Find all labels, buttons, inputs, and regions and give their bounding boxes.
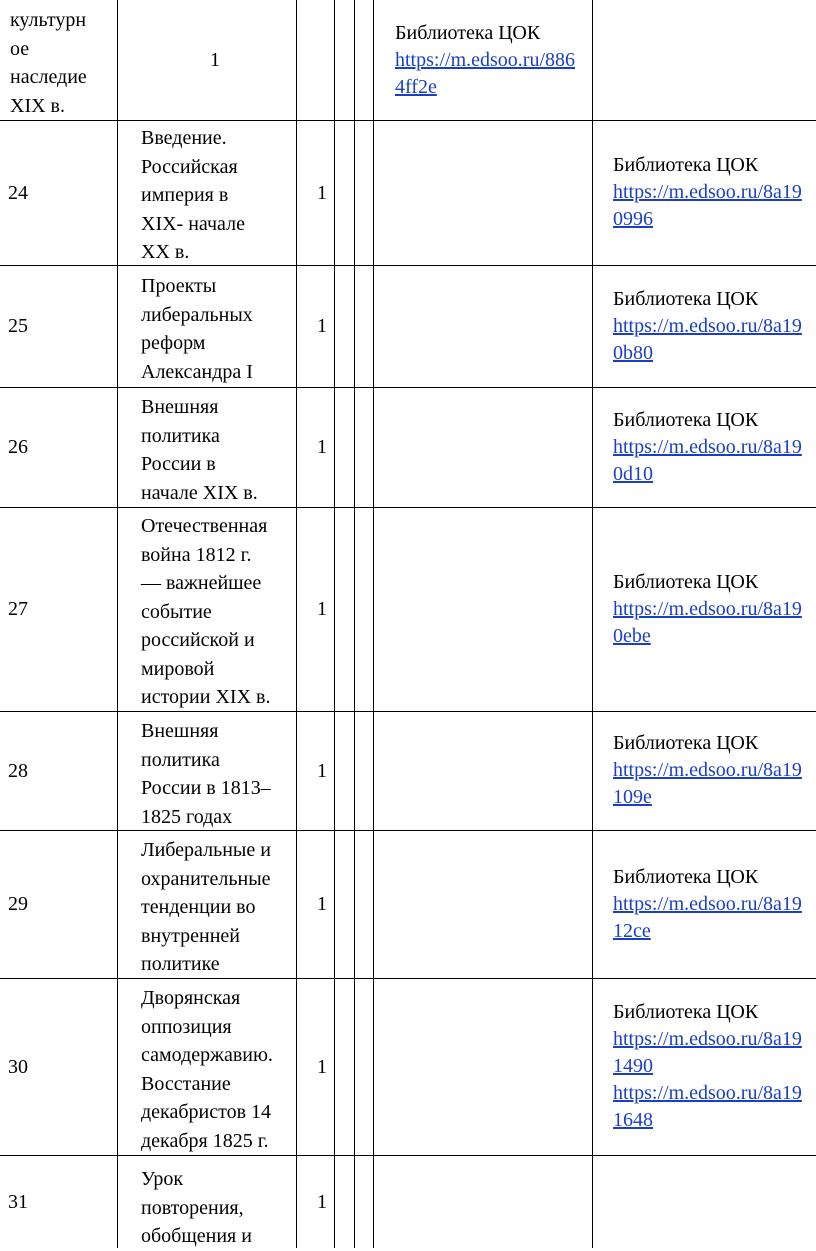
resource-title: Библиотека ЦОК (613, 1001, 759, 1023)
topic-cell: Либеральные и охранительные тенденции во внутренней политике (141, 839, 271, 975)
resource-title: Библиотека ЦОК (613, 732, 759, 754)
resource-cell (395, 20, 585, 101)
hours-cell: 1 (317, 893, 327, 915)
lesson-number: 26 (8, 436, 28, 458)
column-divider (296, 120, 297, 1248)
lesson-number: 28 (8, 760, 28, 782)
resource-title: Библиотека ЦОК (395, 22, 541, 44)
column-divider (334, 0, 335, 120)
row-divider (0, 265, 816, 266)
resource-link[interactable]: https://m.edsoo.ru/8a19 1490 (613, 1028, 802, 1077)
topic-cell: Внешняя политика России в 1813– 1825 годах (141, 720, 271, 828)
hours-cell: 1 (317, 315, 327, 337)
resource-link[interactable]: https://m.edsoo.ru/8a19 0996 (613, 181, 802, 230)
lesson-number: 25 (8, 315, 28, 337)
lesson-number: 29 (8, 893, 28, 915)
topic-cell: Введение. Российская империя в XIX- начале XX в. (141, 127, 245, 263)
topic-cell: культурн ое наследие XIX в. (10, 9, 87, 117)
lesson-number: 27 (8, 598, 28, 620)
row-divider (0, 711, 816, 712)
column-divider (117, 120, 118, 1248)
resource-cell (613, 999, 809, 1134)
resource-link[interactable]: https://m.edsoo.ru/8a19 0d10 (613, 436, 802, 485)
hours-cell: 1 (317, 1191, 327, 1213)
resource-link[interactable]: https://m.edsoo.ru/8a19 0b80 (613, 315, 802, 364)
resource-cell (613, 286, 809, 367)
resource-title: Библиотека ЦОК (613, 409, 759, 431)
row-divider (0, 1155, 816, 1156)
row-divider (0, 507, 816, 508)
resource-cell (613, 407, 809, 488)
column-divider (373, 0, 374, 120)
hours-cell: 1 (317, 760, 327, 782)
resource-title: Библиотека ЦОК (613, 154, 759, 176)
row-divider (0, 978, 816, 979)
topic-cell: Отечественная война 1812 г. — важнейшее событие российской и мировой истории XIX в. (141, 515, 271, 708)
resource-cell (613, 569, 809, 650)
resource-title: Библиотека ЦОК (613, 288, 759, 310)
column-divider (592, 120, 593, 1248)
resource-cell (613, 730, 809, 811)
hours-cell: 1 (317, 182, 327, 204)
resource-link[interactable]: https://m.edsoo.ru/8a19 0ebe (613, 598, 802, 647)
row-divider (0, 830, 816, 831)
resource-title: Библиотека ЦОК (613, 866, 759, 888)
resource-title: Библиотека ЦОК (613, 571, 759, 593)
topic-cell: Проекты либеральных реформ Александра I (141, 275, 253, 383)
hours-cell: 1 (317, 436, 327, 458)
hours-cell: 1 (317, 598, 327, 620)
resource-link[interactable]: https://m.edsoo.ru/8a19 109e (613, 759, 802, 808)
hours-cell: 1 (317, 1056, 327, 1078)
resource-link[interactable]: https://m.edsoo.ru/8a19 1648 (613, 1082, 802, 1131)
resource-link[interactable]: https://m.edsoo.ru/8a19 12ce (613, 893, 802, 942)
lesson-number: 24 (8, 182, 28, 204)
resource-link[interactable]: https://m.edsoo.ru/886 4ff2e (395, 49, 575, 98)
lesson-number: 30 (8, 1056, 28, 1078)
row-divider (0, 120, 816, 121)
topic-cell: Урок повторения, обобщения и (141, 1168, 252, 1247)
resource-cell (613, 152, 809, 233)
hours-cell: 1 (210, 49, 220, 71)
topic-cell: Внешняя политика России в начале XIX в. (141, 396, 258, 504)
column-divider (373, 120, 374, 1248)
column-divider (592, 0, 593, 120)
resource-cell (613, 864, 809, 945)
topic-cell: Дворянская оппозиция самодержавию. Восстание декабристов 14 декабря 1825 г. (141, 987, 273, 1152)
row-divider (0, 387, 816, 388)
column-divider (354, 0, 355, 120)
lesson-number: 31 (8, 1191, 28, 1213)
